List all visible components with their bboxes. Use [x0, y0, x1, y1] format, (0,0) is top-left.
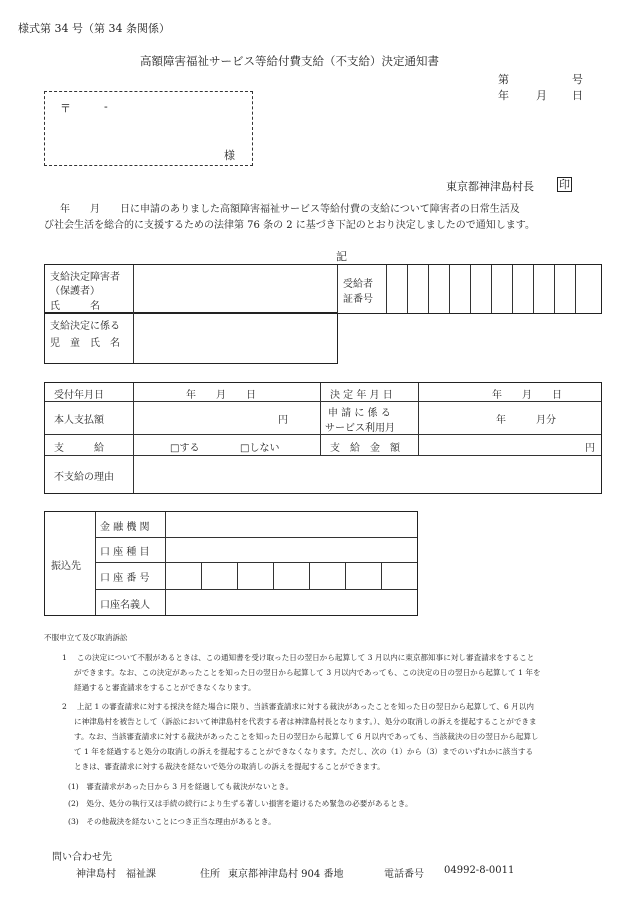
- account-type-label: 口 座 種 目: [100, 547, 150, 558]
- contact-address-label: 住所: [200, 869, 220, 880]
- appeal-p2-line-2: に神津島村を被告として（訴訟において神津島村を代表する者は神津島村長となります。）、処分の取消しの訴えを提起することができま: [74, 717, 537, 726]
- address-box: [44, 91, 253, 166]
- contact-heading: 問い合わせ先: [52, 852, 112, 863]
- self-pay-label: 本人支払額: [54, 415, 104, 426]
- appeal-p1-line-3: 経過すると審査請求をすることができなくなります。: [74, 683, 256, 692]
- payment-yes-checkbox[interactable]: □する: [170, 443, 200, 454]
- issuer-name: 東京都神津島村長: [446, 180, 534, 193]
- appeal-heading: 不服申立て及び取消訴訟: [44, 633, 128, 642]
- intro-line-2: び社会生活を総合的に支援するための法律第 76 条の 2 に基づき下記のとおり決定しましたので通知します。: [44, 220, 536, 231]
- service-month-value: 年 月分: [496, 415, 556, 426]
- doc-number-go: 号: [572, 73, 583, 86]
- appeal-p2-line-1: 2 上記 1 の審査請求に対する採決を経た場合に限り、当該審査請求に対する裁決があったことを知った日の翌日から起算して、6 月以内: [62, 702, 534, 711]
- account-no-label: 口 座 番 号: [100, 573, 150, 584]
- form-number: 様式第 34 号（第 34 条関係）: [18, 22, 170, 35]
- doc-date-year: 年: [498, 89, 509, 102]
- recipient-no-label-2: 証番号: [343, 294, 373, 305]
- self-pay-unit: 円: [278, 415, 288, 426]
- postal-mark: 〒: [60, 102, 71, 115]
- recipient-no-label-1: 受給者: [343, 279, 373, 290]
- sama-label: 様: [224, 149, 235, 162]
- payment-no-checkbox[interactable]: □しない: [240, 443, 280, 454]
- payee-label-3: 氏 名: [50, 301, 100, 312]
- amount-unit: 円: [585, 443, 595, 454]
- contact-phone-label: 電話番号: [384, 869, 424, 880]
- received-label: 受付年月日: [54, 390, 104, 401]
- appeal-item-3: (3) その他裁決を経ないことにつき正当な理由があるとき。: [68, 817, 276, 826]
- bank-section-label: 振込先: [51, 561, 81, 572]
- appeal-p2-line-4: て 1 年を経過すると処分の取消しの訴えを提起することができなくなります。ただし、次の（1）から（3）までのいずれかに該当する: [74, 747, 534, 756]
- contact-phone: 04992-8-0011: [444, 865, 515, 876]
- child-label-2: 児 童 氏 名: [50, 338, 120, 349]
- child-label-1: 支給決定に係る: [50, 321, 120, 332]
- received-value: 年 月 日: [186, 390, 256, 401]
- appeal-item-2: (2) 処分、処分の執行又は手続の続行により生ずる著しい損害を避けるため緊急の必要があるとき。: [68, 799, 413, 808]
- reason-label: 不支給の理由: [54, 472, 114, 483]
- amount-label: 支 給 金 額: [330, 443, 400, 454]
- appeal-p2-line-5: ときは、審査請求に対する裁決を経ないで処分の取消しの訴えを提起することができます。: [74, 762, 385, 771]
- doc-number-dai: 第: [498, 73, 509, 86]
- contact-address: 東京都神津島村 904 番地: [228, 869, 344, 880]
- doc-date-month: 月: [536, 89, 547, 102]
- payment-label: 支 給: [54, 443, 104, 454]
- payee-label-2: （保護者）: [50, 286, 100, 297]
- appeal-item-1: (1) 審査請求があった日から 3 月を経過しても裁決がないとき。: [68, 782, 294, 791]
- bank-label: 金 融 機 関: [100, 522, 150, 533]
- account-name-label: 口座名義人: [100, 600, 150, 611]
- document-title: 高額障害福祉サービス等給付費支給（不支給）決定通知書: [140, 54, 439, 68]
- contact-dept: 神津島村 福祉課: [76, 869, 156, 880]
- doc-date-day: 日: [572, 89, 583, 102]
- issuer-seal: 印: [559, 178, 570, 191]
- appeal-p1-line-1: 1 この決定について不服があるときは、この通知書を受け取った日の翌日から起算して 3 月以内に東京都知事に対し審査請求をすること: [62, 653, 535, 662]
- postal-dash: -: [104, 100, 108, 113]
- appeal-p1-line-2: ができます。なお、この決定があったことを知った日の翌日から起算して 3 月以内であっても、この決定の日の翌日から起算して 1 年を: [74, 668, 541, 677]
- payee-label-1: 支給決定障害者: [50, 272, 120, 283]
- decided-value: 年 月 日: [492, 390, 562, 401]
- intro-line-1: 年 月 日に申請のありました高額障害福祉サービス等給付費の支給について障害者の日常生活及: [60, 204, 520, 215]
- service-month-label-1: 申 請 に 係 る: [328, 408, 391, 419]
- decided-label: 決 定 年 月 日: [330, 390, 393, 401]
- appeal-p2-line-3: す。なお、当該審査請求に対する裁決があったことを知った日の翌日から起算して 6 月以内であっても、当該裁決の日の翌日から起算し: [74, 732, 539, 741]
- service-month-label-2: サービス利用月: [325, 423, 395, 434]
- ki-label: 記: [336, 250, 347, 263]
